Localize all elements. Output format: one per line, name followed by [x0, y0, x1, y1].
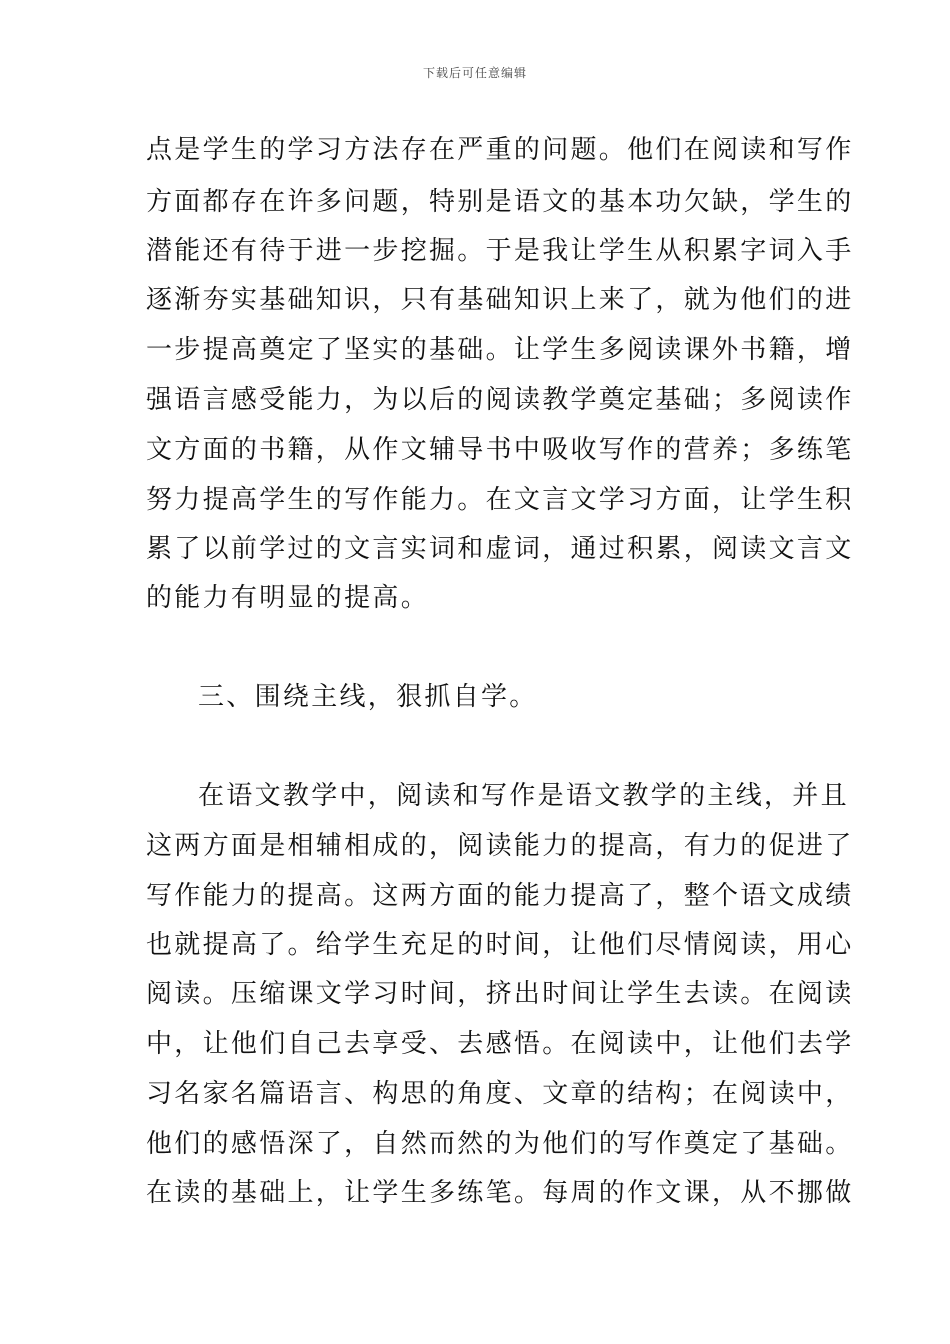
- text-line: 也就提高了。给学生充足的时间，让他们尽情阅读，用心: [146, 930, 854, 960]
- text-line: 在读的基础上，让学生多练笔。每周的作文课，从不挪做: [146, 1178, 854, 1208]
- text-line: 这两方面是相辅相成的，阅读能力的提高，有力的促进了: [146, 831, 854, 861]
- text-line: 阅读。压缩课文学习时间，挤出时间让学生去读。在阅读: [146, 979, 854, 1009]
- text-line: 强语言感受能力，为以后的阅读教学奠定基础；多阅读作: [146, 385, 854, 415]
- text-line: 文方面的书籍，从作文辅导书中吸收写作的营养；多练笔: [146, 435, 854, 465]
- text-line: 写作能力的提高。这两方面的能力提高了，整个语文成绩: [146, 881, 854, 911]
- text-line: 逐渐夯实基础知识，只有基础知识上来了，就为他们的进: [146, 285, 854, 315]
- text-line: 的能力有明显的提高。: [146, 583, 430, 613]
- text-line: 方面都存在许多问题，特别是语文的基本功欠缺，学生的: [146, 187, 854, 217]
- text-line: 他们的感悟深了，自然而然的为他们的写作奠定了基础。: [146, 1129, 854, 1159]
- page-header: 下载后可任意编辑: [422, 66, 527, 80]
- text-line: 习名家名篇语言、构思的角度、文章的结构；在阅读中，: [146, 1079, 854, 1109]
- text-line: 中，让他们自己去享受、去感悟。在阅读中，让他们去学: [146, 1029, 854, 1059]
- text-line: 一步提高奠定了坚实的基础。让学生多阅读课外书籍，增: [146, 335, 854, 365]
- text-line: 累了以前学过的文言实词和虚词，通过积累，阅读文言文: [146, 534, 854, 564]
- section-heading: 三、围绕主线，狠抓自学。: [198, 682, 538, 712]
- text-line: 潜能还有待于进一步挖掘。于是我让学生从积累字词入手: [146, 236, 854, 266]
- text-line: 努力提高学生的写作能力。在文言文学习方面，让学生积: [146, 485, 854, 515]
- text-line: 点是学生的学习方法存在严重的问题。他们在阅读和写作: [146, 135, 854, 165]
- text-line: 在语文教学中，阅读和写作是语文教学的主线，并且: [198, 781, 849, 811]
